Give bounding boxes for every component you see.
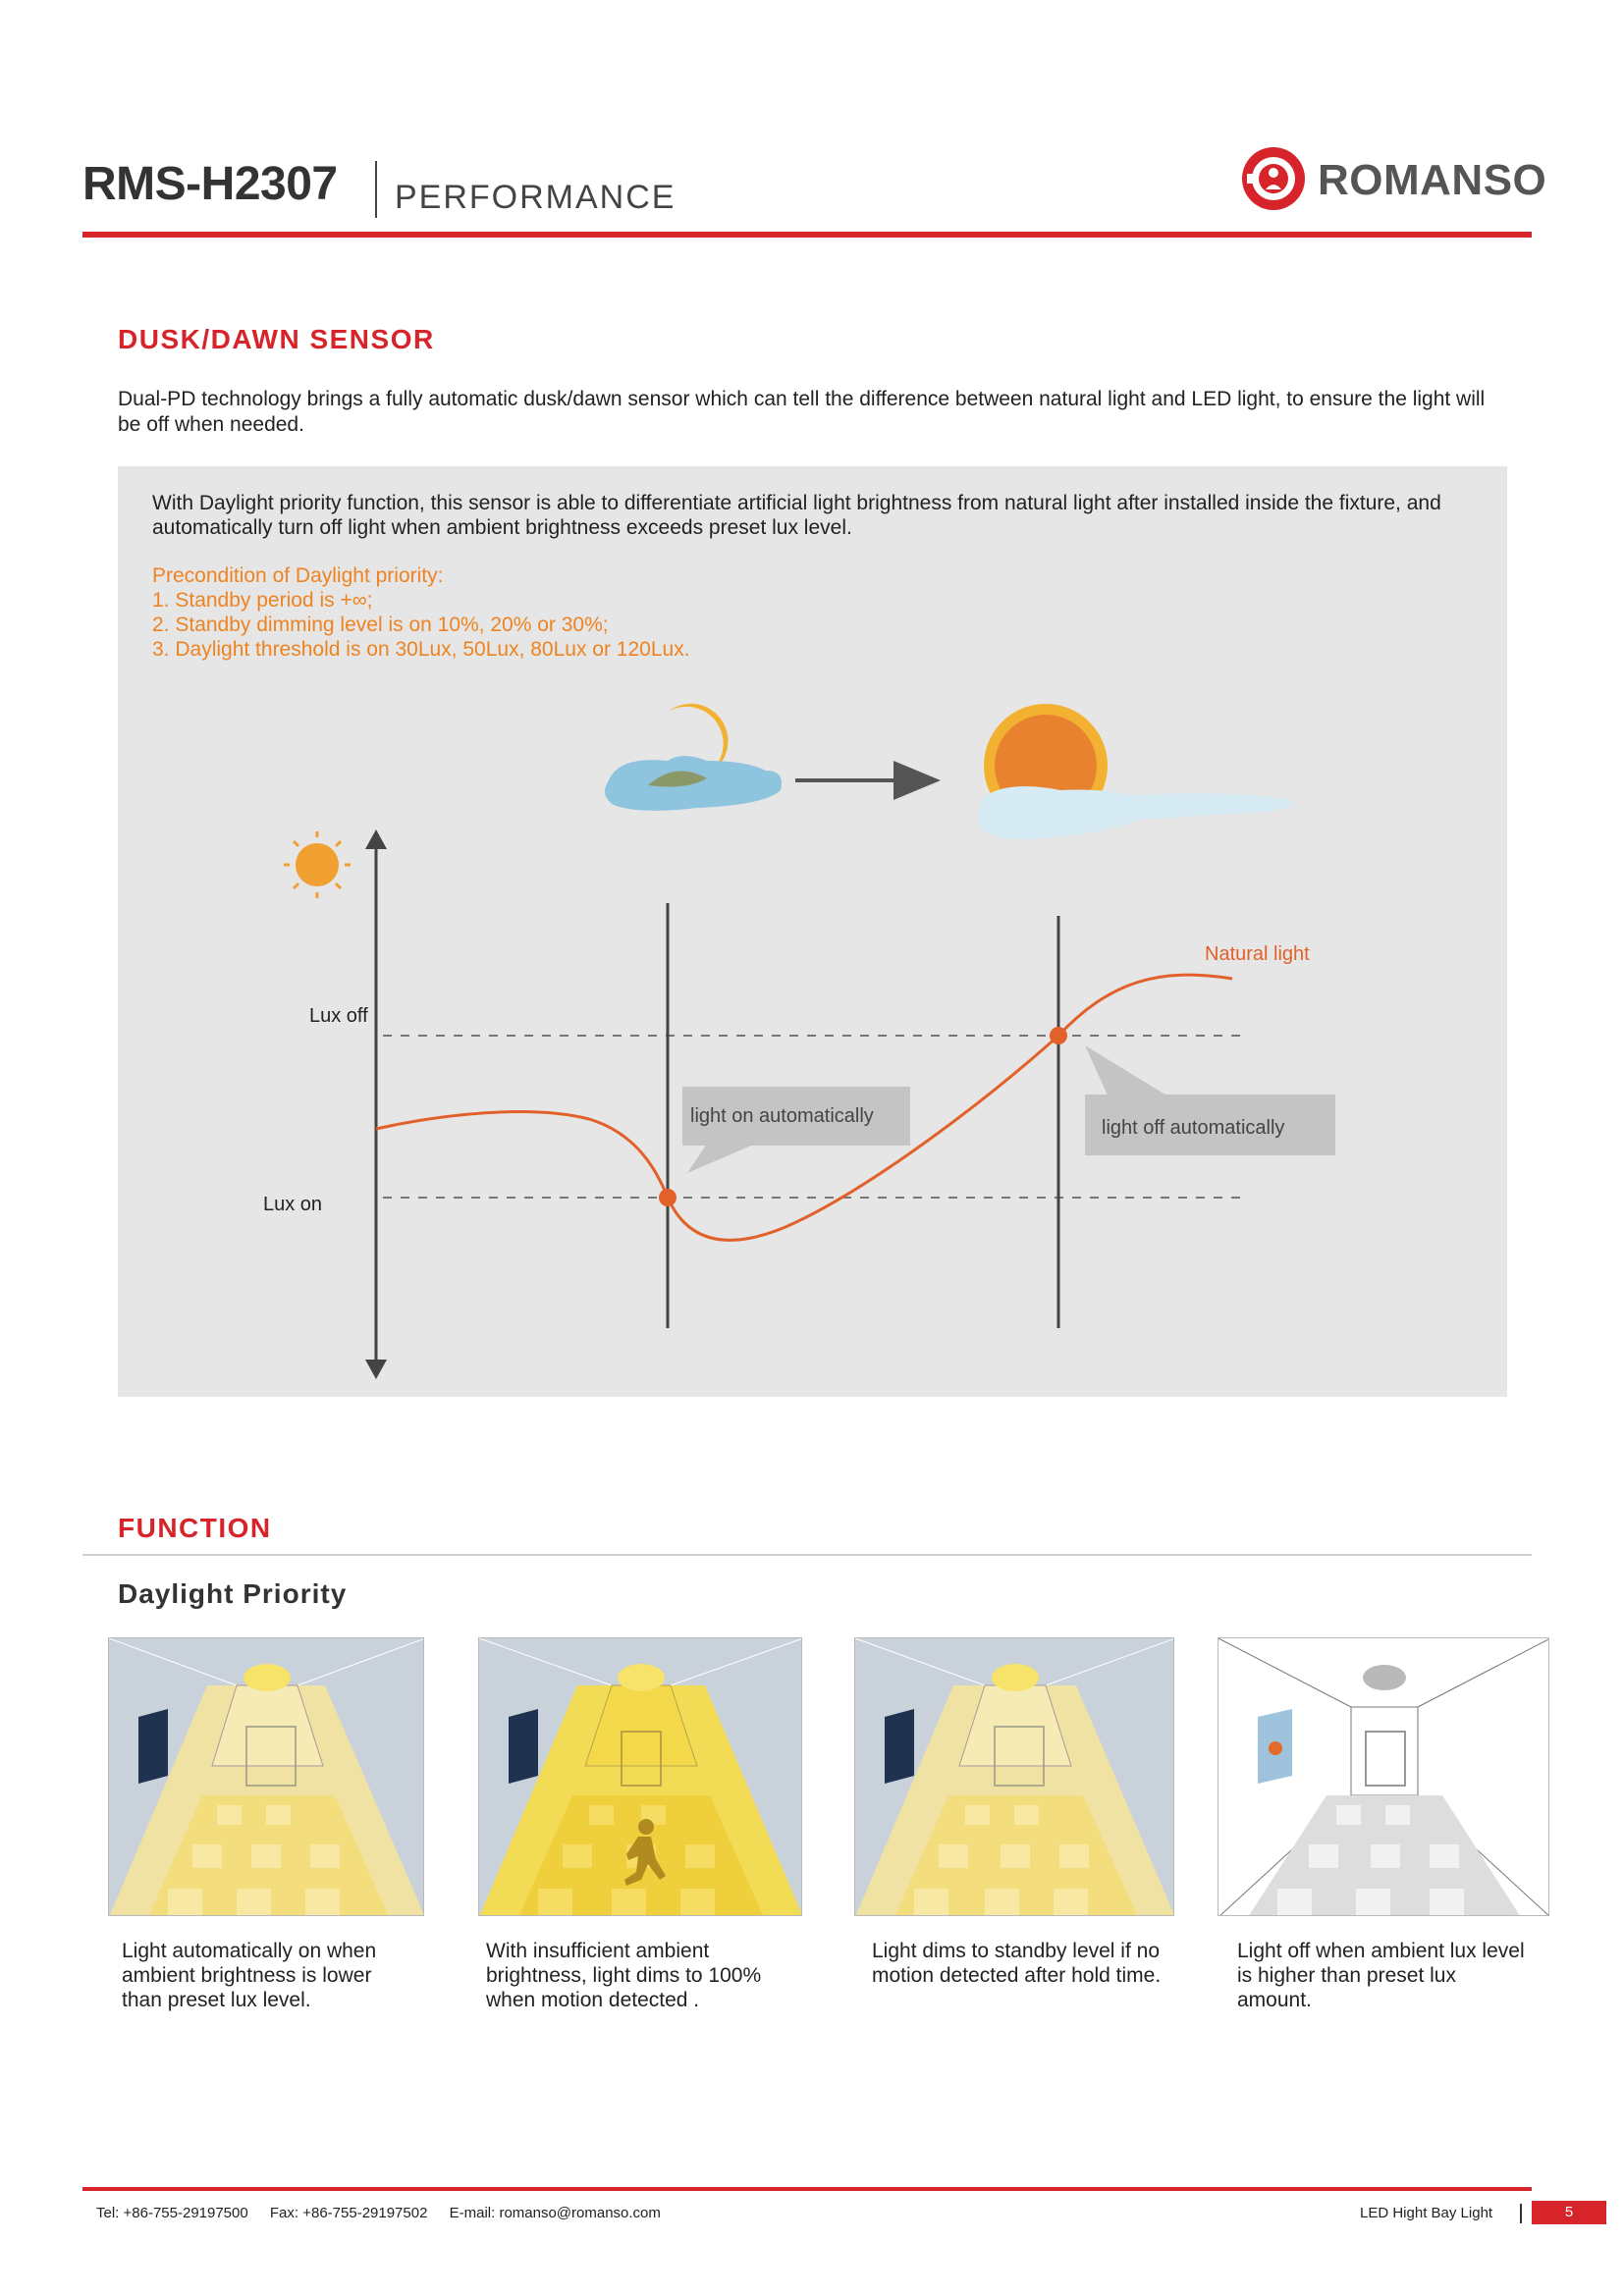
precondition-item: 1. Standby period is +∞; (152, 589, 373, 612)
section-title: PERFORMANCE (395, 179, 677, 216)
precondition-item: 3. Daylight threshold is on 30Lux, 50Lux, 80Lux or 120Lux. (152, 638, 690, 661)
dusk-dawn-intro: Dual-PD technology brings a fully automatic dusk/dawn sensor which can tell the difference between natural light and LED light, to ensure the light will be off when needed. (118, 388, 1486, 436)
panel-4-caption: Light off when ambient lux level is higher than preset lux amount. (1237, 1940, 1525, 2011)
precondition-item: 2. Standby dimming level is on 10%, 20% or 30%; (152, 614, 609, 636)
footer-divider (1520, 2204, 1522, 2223)
daylight-box-text: With Daylight priority function, this sensor is able to differentiate artificial light brightness from natural light after installed inside the fixture, and automatically turn off light when ambient brightness exceeds preset lux level. (152, 492, 1441, 539)
brand-logo (1239, 144, 1547, 213)
footer-tel: Tel: +86-755-29197500 (96, 2205, 248, 2221)
function-panel-2 (478, 1637, 802, 1916)
moon-cloud-icon (605, 704, 782, 811)
function-heading: FUNCTION (118, 1513, 272, 1543)
sun-icon (284, 831, 351, 898)
callout-light-off-text: light off automatically (1102, 1117, 1285, 1139)
footer-contact (96, 2205, 678, 2221)
room-motion-full-light-icon (479, 1638, 802, 1916)
lux-off-label: Lux off (309, 1005, 368, 1027)
header-divider (375, 161, 377, 218)
callout-light-on (682, 1087, 910, 1173)
footer-fax: Fax: +86-755-29197502 (269, 2205, 428, 2221)
function-rule (82, 1554, 1532, 1556)
footer-rule (82, 2187, 1532, 2191)
header-rule (82, 232, 1532, 238)
room-night-light-on-icon (109, 1638, 424, 1916)
function-panel-4 (1218, 1637, 1549, 1916)
dusk-dawn-diagram (118, 466, 1507, 1397)
panel-3-caption: Light dims to standby level if no motion detected after hold time. (872, 1940, 1162, 1987)
romanso-logo-icon (1239, 144, 1308, 213)
panel-2-caption: With insufficient ambient brightness, light dims to 100% when motion detected . (486, 1940, 762, 2011)
brand-name: ROMANSO (1318, 156, 1547, 204)
page-number: 5 (1532, 2201, 1606, 2224)
room-standby-dim-icon (855, 1638, 1174, 1916)
light-off-point (1050, 1027, 1067, 1044)
model-number: RMS-H2307 (82, 158, 338, 210)
function-panel-3 (854, 1637, 1174, 1916)
dusk-dawn-heading: DUSK/DAWN SENSOR (118, 324, 435, 354)
sun-cloud-icon (978, 704, 1292, 839)
curve-label: Natural light (1205, 943, 1310, 965)
room-daylight-off-icon (1218, 1638, 1549, 1916)
function-panel-1 (108, 1637, 424, 1916)
footer-product: LED Hight Bay Light (1360, 2205, 1493, 2221)
light-on-point (659, 1189, 677, 1206)
moon-icon (314, 1296, 345, 1335)
footer-email: E-mail: romanso@romanso.com (449, 2205, 661, 2221)
callout-light-off (1085, 1045, 1335, 1155)
panel-1-caption: Light automatically on when ambient brightness is lower than preset lux level. (122, 1940, 377, 2011)
callout-light-on-text: light on automatically (690, 1105, 874, 1127)
daylight-priority-heading: Daylight Priority (118, 1578, 348, 1609)
arrow-right-icon (795, 761, 941, 800)
precondition-title: Precondition of Daylight priority: (152, 564, 444, 587)
lux-on-label: Lux on (263, 1194, 323, 1215)
